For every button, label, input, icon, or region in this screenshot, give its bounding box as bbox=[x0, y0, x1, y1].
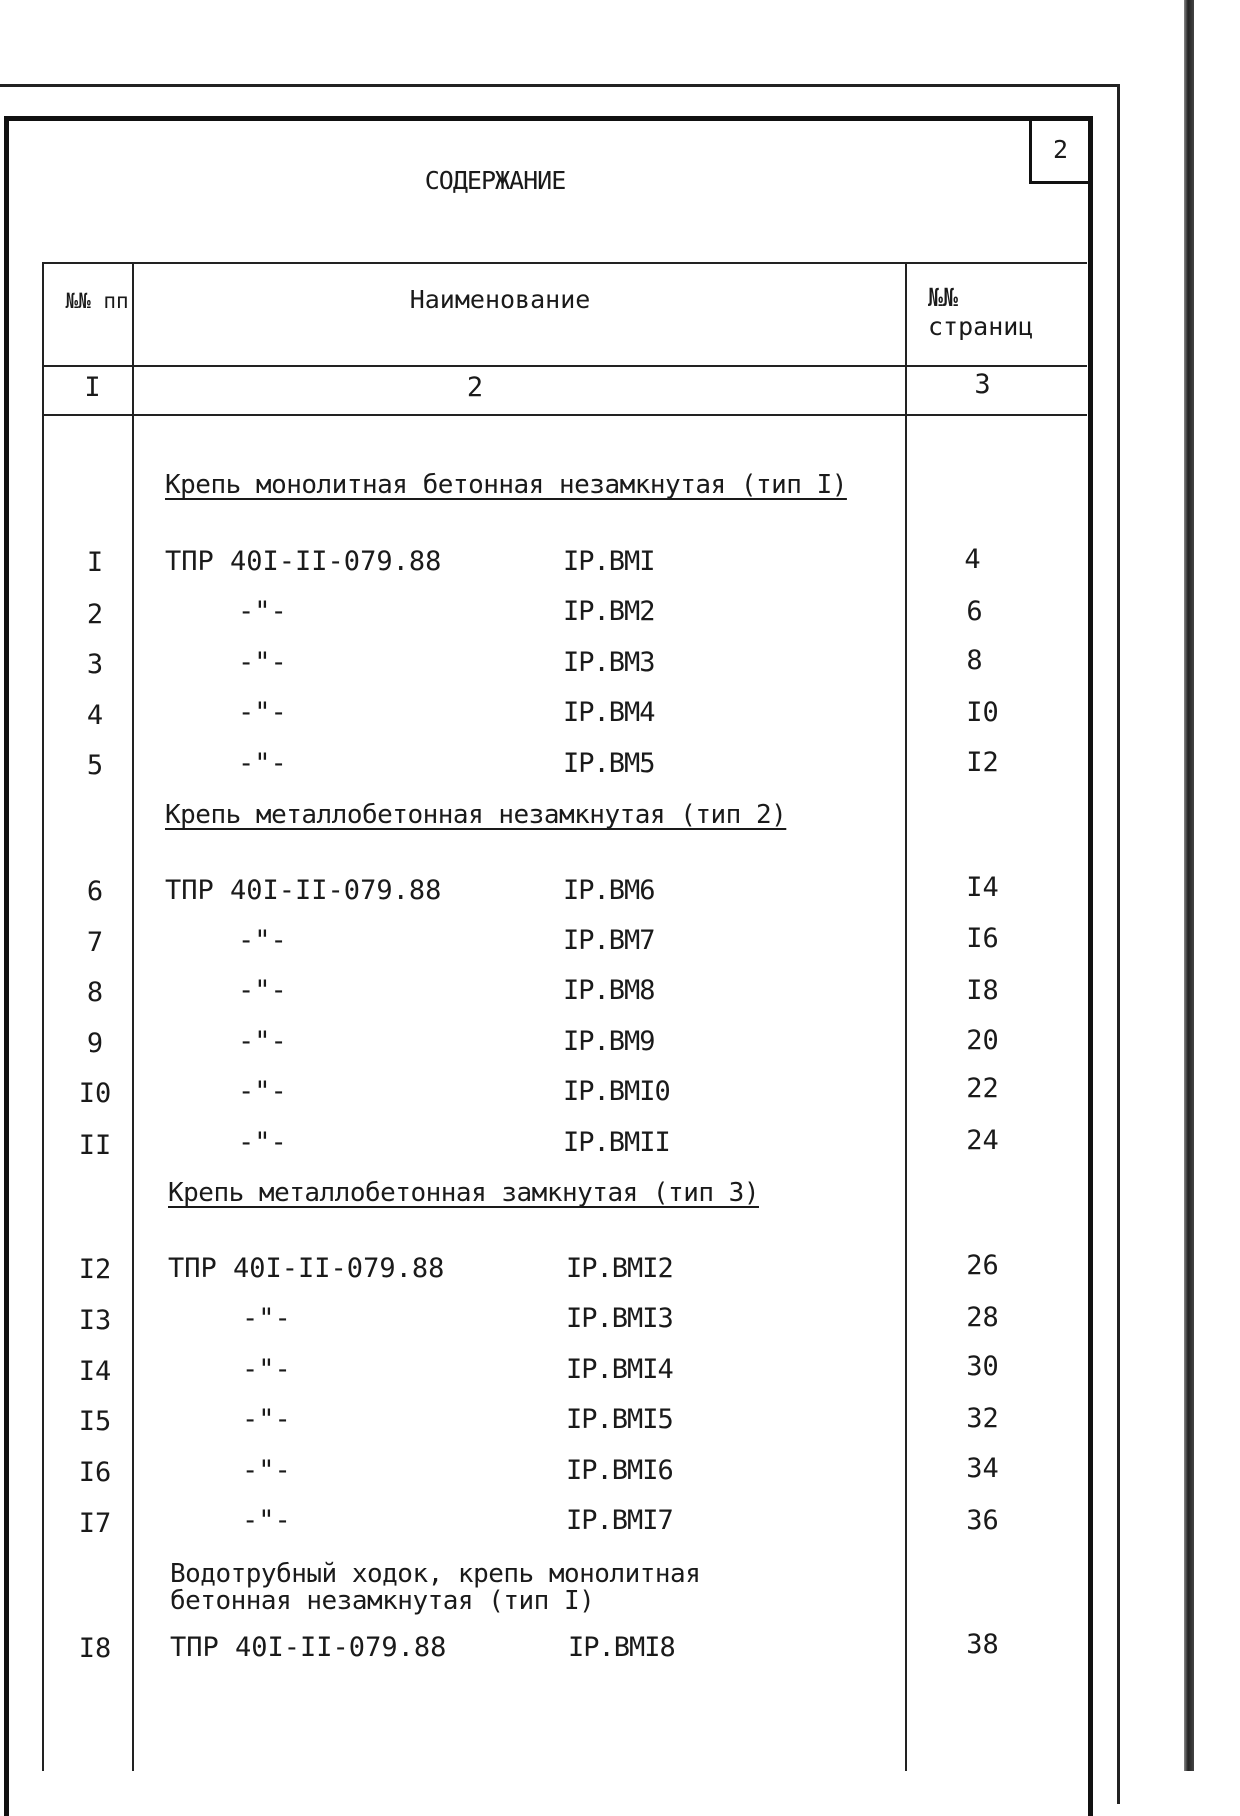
row-code: -"- bbox=[238, 1076, 287, 1107]
row-sheet: IP.BMI5 bbox=[566, 1404, 673, 1435]
row-sheet: IP.BMI3 bbox=[566, 1303, 673, 1334]
row-number: 8 bbox=[86, 977, 104, 1008]
header-bottom-line bbox=[42, 365, 1087, 367]
row-page: 30 bbox=[966, 1351, 999, 1382]
row-sheet: IP.BMI bbox=[563, 546, 655, 577]
row-code: -"- bbox=[238, 647, 287, 678]
row-number: I6 bbox=[78, 1457, 112, 1488]
row-code: -"- bbox=[238, 596, 287, 627]
page-number: 2 bbox=[1029, 121, 1089, 184]
row-code: -"- bbox=[238, 697, 287, 728]
page-title: СОДЕРЖАНИЕ bbox=[424, 166, 566, 195]
row-page: 6 bbox=[966, 596, 983, 627]
col-divider-2 bbox=[905, 262, 907, 1771]
row-page: I6 bbox=[966, 923, 999, 954]
row-number: 5 bbox=[86, 750, 104, 781]
row-code: -"- bbox=[238, 925, 287, 956]
row-sheet: IP.BM9 bbox=[563, 1026, 655, 1057]
table-left-line bbox=[42, 262, 44, 1771]
row-number: 2 bbox=[86, 599, 104, 630]
row-number: I8 bbox=[78, 1633, 112, 1664]
row-sheet: IP.BMI4 bbox=[566, 1354, 673, 1385]
table-top-line bbox=[42, 262, 1087, 264]
row-code: ТПР 40I-II-079.88 bbox=[165, 546, 442, 577]
row-number: 6 bbox=[86, 876, 104, 907]
row-number: I5 bbox=[78, 1406, 112, 1437]
row-page: 22 bbox=[966, 1073, 999, 1104]
row-code: -"- bbox=[242, 1303, 291, 1334]
row-sheet: IP.BM5 bbox=[563, 748, 655, 779]
row-sheet: IP.BM6 bbox=[563, 875, 655, 906]
row-page: I4 bbox=[966, 872, 999, 903]
row-page: 28 bbox=[966, 1302, 999, 1333]
row-sheet: IP.BMI8 bbox=[568, 1632, 675, 1663]
row-number: 4 bbox=[86, 700, 104, 731]
row-code: -"- bbox=[242, 1404, 291, 1435]
row-page: 8 bbox=[966, 645, 983, 676]
col-divider-1 bbox=[132, 262, 134, 1771]
row-number: II bbox=[78, 1130, 112, 1161]
row-sheet: IP.BMI0 bbox=[563, 1076, 670, 1107]
row-page: I0 bbox=[966, 697, 999, 728]
row-number: I3 bbox=[78, 1305, 112, 1336]
row-page: 4 bbox=[964, 544, 981, 575]
section-title-line: бетонная незамкнутая (тип I) bbox=[170, 1586, 595, 1616]
row-page: I8 bbox=[966, 975, 999, 1006]
section-title: Крепь металлобетонная замкнутая (тип 3) bbox=[168, 1178, 759, 1208]
row-code: ТПР 40I-II-079.88 bbox=[170, 1632, 447, 1663]
row-page: 36 bbox=[966, 1505, 999, 1536]
row-code: -"- bbox=[238, 748, 287, 779]
row-code: -"- bbox=[238, 1026, 287, 1057]
row-page: 32 bbox=[966, 1403, 999, 1434]
row-sheet: IP.BM2 bbox=[563, 596, 655, 627]
row-code: -"- bbox=[238, 1127, 287, 1158]
row-number: I0 bbox=[78, 1078, 112, 1109]
row-page: 20 bbox=[966, 1025, 999, 1056]
row-sheet: IP.BMI2 bbox=[566, 1253, 673, 1284]
row-code: ТПР 40I-II-079.88 bbox=[165, 875, 442, 906]
row-sheet: IP.BMI6 bbox=[566, 1455, 673, 1486]
page-edge bbox=[1184, 0, 1194, 1771]
row-sheet: IP.BMI7 bbox=[566, 1505, 673, 1536]
row-page: 26 bbox=[966, 1250, 999, 1281]
numbers-bottom-line bbox=[42, 414, 1087, 416]
row-number: 7 bbox=[86, 927, 104, 958]
row-code: ТПР 40I-II-079.88 bbox=[168, 1253, 445, 1284]
header-num-2: 2 bbox=[466, 372, 484, 403]
header-col-number: №№ пп bbox=[65, 289, 129, 313]
row-page: 38 bbox=[966, 1629, 999, 1660]
row-number: I bbox=[86, 547, 104, 578]
row-page: 24 bbox=[966, 1125, 999, 1156]
row-code: -"- bbox=[242, 1455, 291, 1486]
header-col-name: Наименование bbox=[409, 285, 591, 314]
header-col-pages: №№ страниц bbox=[928, 283, 1034, 341]
row-number: I2 bbox=[78, 1254, 112, 1285]
row-number: 9 bbox=[86, 1028, 104, 1059]
row-code: -"- bbox=[238, 975, 287, 1006]
section-title-line: Водотрубный ходок, крепь монолитная bbox=[170, 1559, 701, 1589]
row-sheet: IP.BM3 bbox=[563, 647, 655, 678]
row-sheet: IP.BM7 bbox=[563, 925, 655, 956]
section-title: Крепь монолитная бетонная незамкнутая (тип I) bbox=[165, 470, 847, 500]
row-page: 34 bbox=[966, 1453, 999, 1484]
row-sheet: IP.BM8 bbox=[563, 975, 655, 1006]
row-sheet: IP.BMII bbox=[563, 1127, 670, 1158]
row-page: I2 bbox=[966, 747, 999, 778]
row-number: I7 bbox=[78, 1508, 112, 1539]
section-title: Крепь металлобетонная незамкнутая (тип 2) bbox=[165, 800, 787, 830]
row-code: -"- bbox=[242, 1505, 291, 1536]
header-num-3: 3 bbox=[974, 369, 991, 400]
row-number: I4 bbox=[78, 1356, 112, 1387]
header-num-1: I bbox=[84, 372, 101, 403]
row-sheet: IP.BM4 bbox=[563, 697, 655, 728]
row-code: -"- bbox=[242, 1354, 291, 1385]
section-title bbox=[170, 1561, 790, 1615]
row-number: 3 bbox=[86, 649, 104, 680]
